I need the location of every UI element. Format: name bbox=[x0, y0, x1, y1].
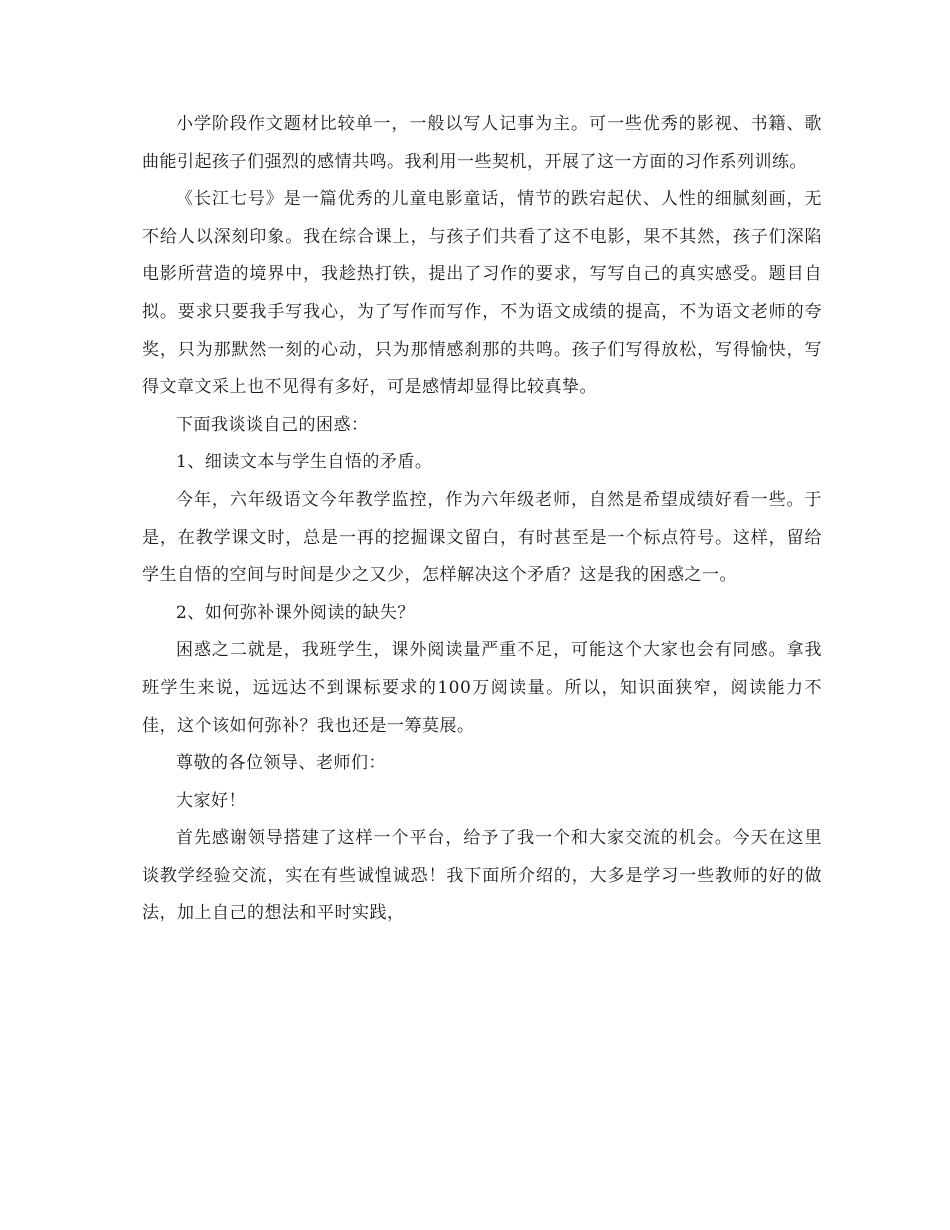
paragraph: 2、如何弥补课外阅读的缺失？ bbox=[176, 602, 415, 623]
paragraph: 1、细读文本与学生自悟的矛盾。 bbox=[176, 452, 433, 473]
paragraph: 下面我谈谈自己的困惑： bbox=[176, 414, 369, 435]
paragraph: 尊敬的各位领导、老师们： bbox=[176, 753, 386, 774]
paragraph: 困惑之二就是，我班学生，课外阅读量严重不足，可能这个大家也会有同感。拿我班学生来说，远远达不到课标要求的100万阅读量。所以，知识面狭窄，阅读能力不佳，这个该如何弥补？我也还是一筹莫展。 bbox=[142, 640, 822, 736]
paragraph: 小学阶段作文题材比较单一，一般以写人记事为主。可一些优秀的影视、书籍、歌曲能引起孩子们强烈的感情共鸣。我利用一些契机，开展了这一方面的习作系列训练。 bbox=[142, 114, 822, 172]
paragraph: 首先感谢领导搭建了这样一个平台，给予了我一个和大家交流的机会。今天在这里谈教学经验交流，实在有些诚惶诚恐！我下面所介绍的，大多是学习一些教师的好的做法，加上自己的想法和平时实践， bbox=[142, 828, 822, 924]
paragraph: 大家好！ bbox=[176, 790, 246, 811]
document-body bbox=[142, 106, 822, 933]
paragraph: 《长江七号》是一篇优秀的儿童电影童话，情节的跌宕起伏、人性的细腻刻画，无不给人以深刻印象。我在综合课上，与孩子们共看了这不电影，果不其然，孩子们深陷电影所营造的境界中，我趁热打铁，提出了习作的要求，写写自己的真实感受。题目自拟。要求只要我手写我心，为了写作而写作，不为语文成绩的提高，不为语文老师的夸奖，只为那默然一刻的心动，只为那情感刹那的共鸣。孩子们写得放松，写得愉快，写得文章文采上也不见得有多好，可是感情却显得比较真挚。 bbox=[142, 189, 822, 398]
paragraph: 今年，六年级语文今年教学监控，作为六年级老师，自然是希望成绩好看一些。于是，在教学课文时，总是一再的挖掘课文留白，有时甚至是一个标点符号。这样，留给学生自悟的空间与时间是少之又少，怎样解决这个矛盾？这是我的困惑之一。 bbox=[142, 489, 822, 586]
